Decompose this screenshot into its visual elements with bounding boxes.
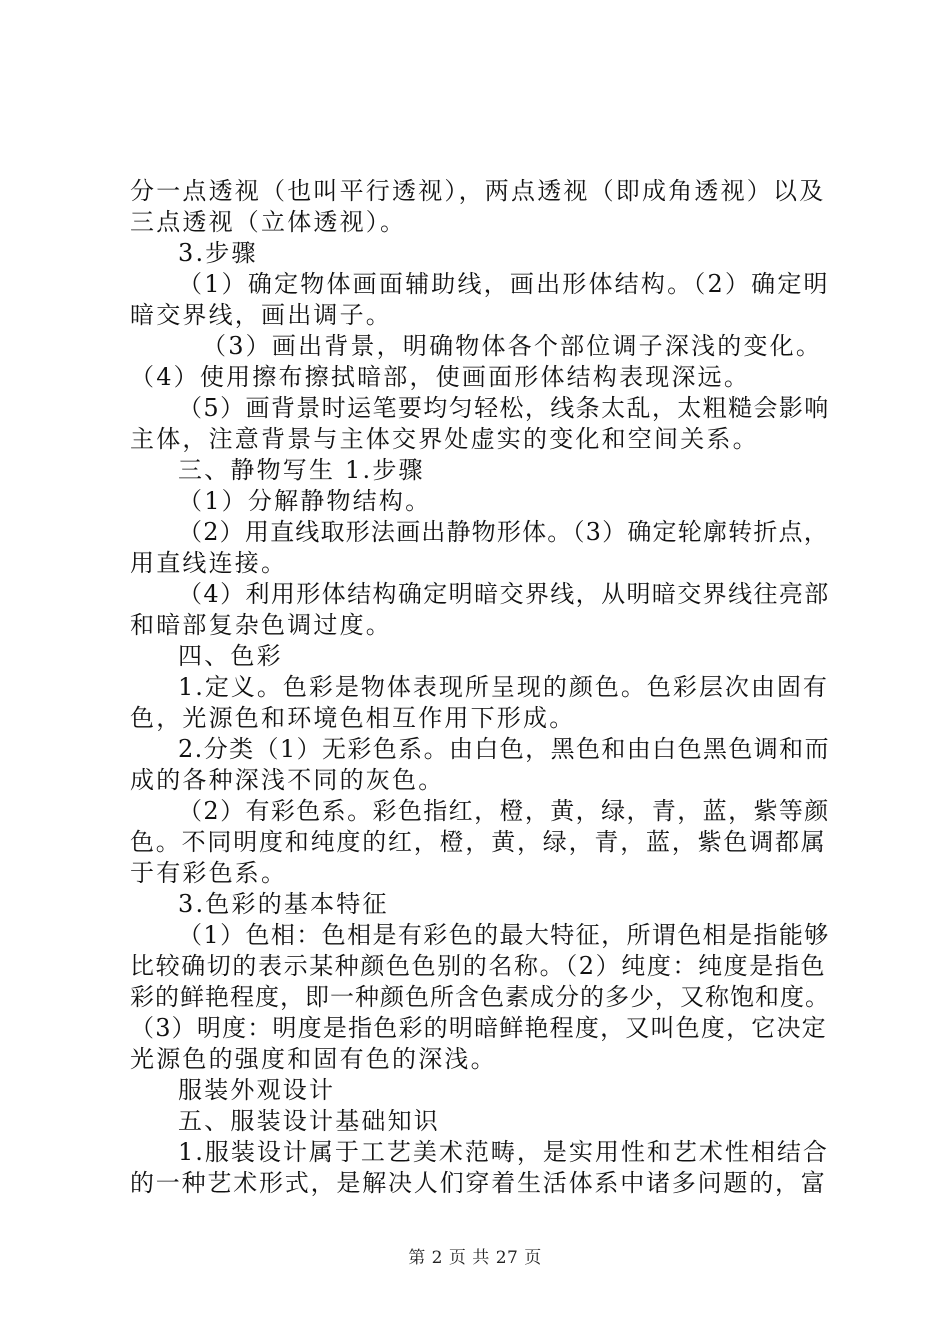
page-footer: 第 2 页 共 27 页 [408,1248,542,1268]
text-line: 成的各种深浅不同的灰色。 [130,766,445,794]
text-line: 于有彩色系。 [130,859,288,887]
text-line: 的一种艺术形式，是解决人们穿着生活体系中诸多问题的，富 [130,1169,827,1197]
text-line: 1.服装设计属于工艺美术范畴，是实用性和艺术性相结合 [178,1138,829,1166]
text-line: （3）明度：明度是指色彩的明暗鲜艳程度，又叫色度，它决定 [130,1014,827,1042]
text-line: 主体，注意背景与主体交界处虚实的变化和空间关系。 [130,425,759,453]
text-line: 三、静物写生 1.步骤 [178,456,425,484]
text-line: 三点透视（立体透视）。 [130,208,407,236]
text-line: 比较确切的表示某种颜色色别的名称。（2）纯度：纯度是指色 [130,952,827,980]
text-line: 色。不同明度和纯度的红，橙，黄，绿，青，蓝，紫色调都属 [130,828,827,856]
text-line: 暗交界线，画出调子。 [130,301,392,329]
text-line: （1）分解静物结构。 [178,487,432,515]
text-line: 服装外观设计 [178,1076,336,1104]
text-line: 彩的鲜艳程度，即一种颜色所含色素成分的多少，又称饱和度。 [130,983,830,1011]
text-line: 1.定义。色彩是物体表现所呈现的颜色。色彩层次由固有 [178,673,829,701]
text-line: 四、色彩 [178,642,283,670]
text-line: 分一点透视（也叫平行透视），两点透视（即成角透视）以及 [130,177,826,205]
text-line: 3.色彩的基本特征 [178,890,389,918]
text-line: （4）利用形体结构确定明暗交界线，从明暗交界线往亮部 [178,580,830,608]
text-line: （5）画背景时运笔要均匀轻松，线条太乱，太粗糙会影响 [178,394,830,422]
text-line: （1）确定物体画面辅助线，画出形体结构。（2）确定明 [178,270,830,298]
document-body [130,176,830,1199]
text-line: （2）有彩色系。彩色指红，橙，黄，绿，青，蓝，紫等颜 [178,797,830,825]
text-line: 色，光源色和环境色相互作用下形成。 [130,704,576,732]
text-line: （2）用直线取形法画出静物形体。（3）确定轮廓转折点， [178,518,829,546]
text-line: 光源色的强度和固有色的深浅。 [130,1045,497,1073]
text-line: （3）画出背景，明确物体各个部位调子深浅的变化。 [202,332,823,360]
text-line: （4）使用擦布擦拭暗部，使画面形体结构表现深远。 [130,363,751,391]
text-line: 3.步骤 [178,239,258,267]
text-line: 五、服装设计基础知识 [178,1107,440,1135]
text-line: 和暗部复杂色调过度。 [130,611,392,639]
text-line: （1）色相：色相是有彩色的最大特征，所谓色相是指能够 [178,921,830,949]
text-line: 2.分类（1）无彩色系。由白色，黑色和由白色黑色调和而 [178,735,830,763]
text-line: 用直线连接。 [130,549,288,577]
